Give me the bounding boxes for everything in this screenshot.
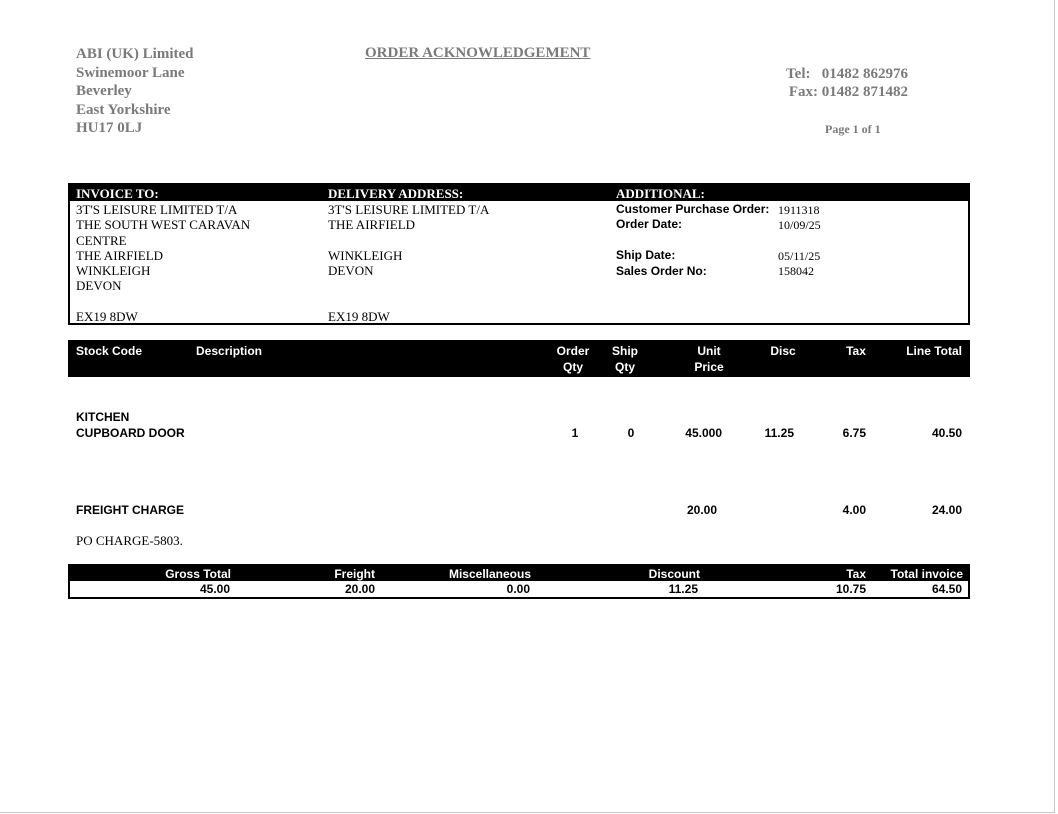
freight-tax: 4.00 <box>842 503 866 517</box>
address-box <box>68 183 970 325</box>
company-tel: Tel: 01482 862976 <box>786 66 908 82</box>
col-disc: Disc <box>770 344 796 358</box>
company-address-line: Beverley <box>76 83 132 99</box>
item-unit-price: 45.000 <box>685 426 722 440</box>
item-tax: 6.75 <box>842 426 866 440</box>
freight-total-value: 20.00 <box>344 582 375 596</box>
address-line: WINKLEIGH <box>76 263 151 279</box>
items-header <box>68 340 970 377</box>
col-ship-qty: Ship Qty <box>612 344 638 374</box>
col-tax: Tax <box>846 344 866 358</box>
col-order-qty: Order Qty <box>556 344 590 374</box>
company-fax: Fax: 01482 871482 <box>788 84 908 100</box>
totals-box <box>68 564 970 599</box>
order-date-label: Order Date: <box>616 217 683 231</box>
address-line: 3T'S LEISURE LIMITED T/A <box>76 202 238 217</box>
customer-po-label: Customer Purchase Order: <box>616 202 770 216</box>
address-line <box>76 294 250 309</box>
customer-po-value: 1911318 <box>778 203 820 217</box>
item-order-qty: 1 <box>571 426 579 440</box>
sales-order-value: 158042 <box>778 264 814 278</box>
item-stock-code: CUPBOARD DOOR <box>76 426 185 440</box>
address-line <box>328 278 489 293</box>
total-invoice-label: Total invoice <box>890 567 963 581</box>
tax-total-value: 10.75 <box>835 582 866 596</box>
page-edge-bottom <box>0 812 1055 813</box>
company-address-line: East Yorkshire <box>76 101 171 118</box>
col-unit-price: Unit Price <box>694 344 724 374</box>
company-contact <box>786 65 908 101</box>
freight-line-total: 24.00 <box>931 503 962 517</box>
address-line: THE AIRFIELD <box>328 217 416 233</box>
company-block <box>76 45 194 138</box>
order-date-value: 10/09/25 <box>778 218 821 232</box>
delivery-address <box>328 202 489 324</box>
page-edge-right <box>1054 0 1055 812</box>
address-line: 3T'S LEISURE LIMITED T/A <box>328 202 490 217</box>
address-line: WINKLEIGH <box>328 247 403 263</box>
ship-date-value: 05/11/25 <box>778 249 821 263</box>
address-line: THE SOUTH WEST CARAVAN <box>76 217 251 233</box>
delivery-address-heading: DELIVERY ADDRESS: <box>328 186 464 201</box>
invoice-to-heading: INVOICE TO: <box>76 186 159 201</box>
invoice-to-address <box>76 202 250 324</box>
col-stock-code: Stock Code <box>76 344 143 358</box>
address-line: DEVON <box>328 263 374 279</box>
additional-heading: ADDITIONAL: <box>616 186 705 201</box>
ship-date-label: Ship Date: <box>616 248 676 262</box>
address-line: THE AIRFIELD <box>76 247 164 263</box>
item-stock-code: KITCHEN <box>76 410 130 424</box>
address-line: EX19 8DW <box>328 309 390 325</box>
page-number: Page 1 of 1 <box>825 122 881 136</box>
po-charge-note: PO CHARGE-5803. <box>76 533 183 548</box>
company-address-line: Swinemoor Lane <box>76 64 185 81</box>
freight-label: FREIGHT CHARGE <box>76 503 184 517</box>
address-line: EX19 8DW <box>76 309 138 325</box>
tax-total-label: Tax <box>846 567 866 581</box>
address-line: DEVON <box>76 278 122 294</box>
document-title: ORDER ACKNOWLEDGEMENT <box>365 45 591 61</box>
company-address-line: HU17 0LJ <box>76 120 143 136</box>
totals-header-bar <box>70 566 968 581</box>
discount-label: Discount <box>648 567 700 581</box>
sales-order-label: Sales Order No: <box>616 264 707 278</box>
discount-value: 11.25 <box>668 582 698 596</box>
gross-total-value: 45.00 <box>199 582 230 596</box>
misc-value: 0.00 <box>506 582 530 596</box>
col-line-total: Line Total <box>906 344 962 358</box>
address-line <box>328 233 489 248</box>
address-line: CENTRE <box>76 232 127 248</box>
misc-label: Miscellaneous <box>448 567 531 581</box>
address-header-bar <box>70 185 968 201</box>
gross-total-label: Gross Total <box>165 567 231 581</box>
freight-total-label: Freight <box>334 567 375 581</box>
company-name: ABI (UK) Limited <box>76 46 194 62</box>
address-line <box>328 294 489 309</box>
col-description: Description <box>196 344 263 358</box>
total-invoice-value: 64.50 <box>931 582 962 596</box>
item-ship-qty: 0 <box>627 426 635 440</box>
item-line-total: 40.50 <box>931 426 962 440</box>
freight-unit-price: 20.00 <box>686 503 717 517</box>
item-disc: 11.25 <box>764 426 794 440</box>
